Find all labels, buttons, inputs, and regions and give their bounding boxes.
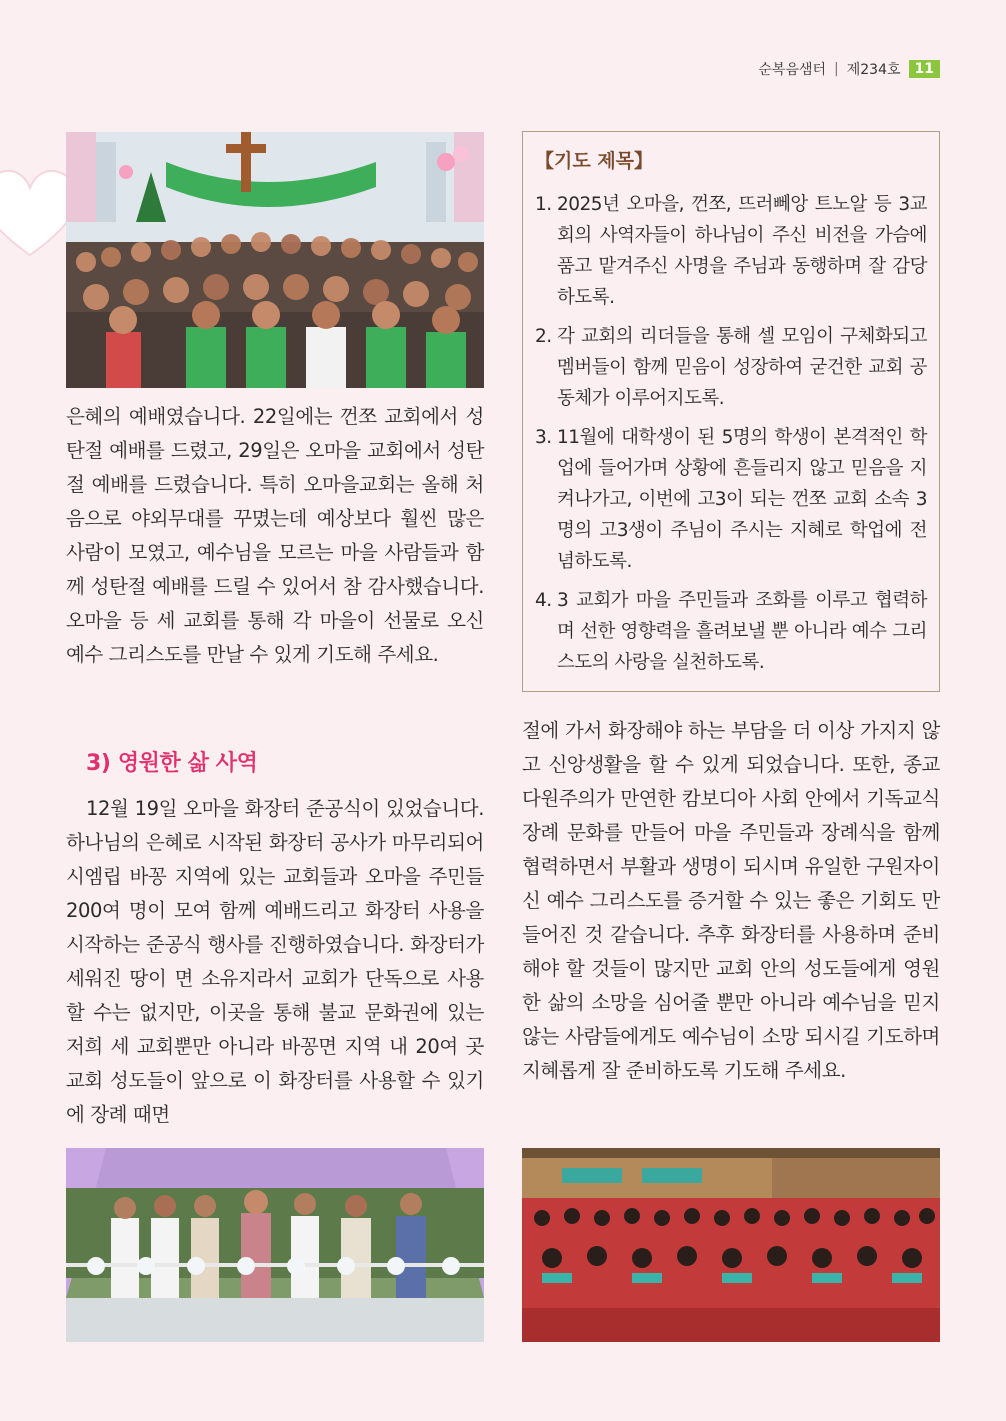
prayer-item — [535, 585, 927, 678]
prayer-item-text: 각 교회의 리더들을 통해 셀 모임이 구체화되고 멤버들이 함께 믿음이 성장하여 굳건한 교회 공동체가 이루어지도록. — [557, 326, 927, 409]
right-body-paragraph — [522, 714, 940, 1088]
worship-group-photo — [66, 132, 484, 388]
prayer-item-number: 3. — [535, 427, 552, 448]
section-heading: 3) 영원한 삶 사역 — [86, 751, 258, 776]
prayer-item-number: 2. — [535, 326, 552, 347]
eternal-life-section — [66, 744, 484, 1132]
prayer-item-number: 1. — [535, 194, 552, 215]
header-separator: | — [834, 61, 839, 77]
body-text: 절에 가서 화장해야 하는 부담을 더 이상 가지지 않고 신앙생활을 할 수 있게 되었습니다. 또한, 종교 다원주의가 만연한 캄보디아 사회 안에서 기독교식 장례 문화를 만들어 마을 주민들과 장례식을 함께 협력하면서 부활과 생명이 되시며 유일한 구원자이신 예수 그리스도를 증거할 수 있는 좋은 기회도 만들어진 것 같습니다. 추후 화장터를 사용하며 준비해야 할 것들이 많지만 교회 안의 성도들에게 영원한 삶의 소망을 심어줄 뿐만 아니라 예수님을 믿지 않는 사람들에게도 예수님이 소망 되시길 기도하며 지혜롭게 잘 준비하도록 기도해 주세요. — [522, 719, 940, 1082]
prayer-item — [535, 321, 927, 414]
left-body-paragraph — [66, 400, 484, 672]
prayer-requests-box — [522, 131, 940, 692]
ribbon-cutting-photo — [66, 1148, 484, 1342]
section-body-text: 12월 19일 오마을 화장터 준공식이 있었습니다. 하나님의 은혜로 시작된 화장터 공사가 마무리되어 시엠립 바꽁 지역에 있는 교회들과 오마을 주민들 200여 명이 모여 함께 예배드리고 화장터 사용을 시작하는 준공식 행사를 진행하였습니다. 화장터가 세워진 땅이 면 소유지라서 교회가 단독으로 사용할 수는 없지만, 이곳을 통해 불교 문화권에 있는 저희 세 교회뿐만 아니라 바꽁면 지역 내 20여 곳 교회 성도들이 앞으로 이 화장터를 사용할 수 있기에 장례 때면 — [66, 797, 484, 1126]
prayer-item-text: 3 교회가 마을 주민들과 조화를 이루고 협력하며 선한 영향력을 흘려보낼 뿐 아니라 예수 그리스도의 사랑을 실천하도록. — [557, 590, 927, 673]
body-text: 은혜의 예배였습니다. 22일에는 껀쪼 교회에서 성탄절 예배를 드렸고, 29일은 오마을 교회에서 성탄절 예배를 드렸습니다. 특히 오마을교회는 올해 처음으로 야외무대를 꾸몄는데 예상보다 훨씬 많은 사람이 모였고, 예수님을 모르는 마을 사람들과 함께 성탄절 예배를 드릴 수 있어서 참 감사했습니다. 오마을 등 세 교회를 통해 각 마을이 선물로 오신 예수 그리스도를 만날 수 있게 기도해 주세요. — [66, 405, 484, 666]
publication-name: 순복음샘터 — [758, 62, 827, 78]
issue-number: 제234호 — [846, 62, 901, 78]
page-header — [758, 58, 940, 80]
page-number-badge: 11 — [909, 60, 940, 78]
prayer-box-title: 【기도 제목】 — [535, 150, 654, 172]
prayer-item — [535, 189, 927, 313]
prayer-item-text: 11월에 대학생이 된 5명의 학생이 본격적인 학업에 들어가며 상황에 흔들리지 않고 믿음을 지켜나가고, 이번에 고3이 되는 껀쪼 교회 소속 3명의 고3생이 주님이 주시는 지혜로 학업에 전념하도록. — [557, 427, 927, 572]
prayer-item — [535, 422, 927, 577]
outdoor-crowd-photo — [522, 1148, 940, 1342]
prayer-item-text: 2025년 오마을, 껀쪼, 뜨러뻬앙 트노알 등 3교회의 사역자들이 하나님이 주신 비전을 가슴에 품고 맡겨주신 사명을 주님과 동행하며 잘 감당하도록. — [557, 194, 927, 308]
prayer-item-number: 4. — [535, 590, 552, 611]
